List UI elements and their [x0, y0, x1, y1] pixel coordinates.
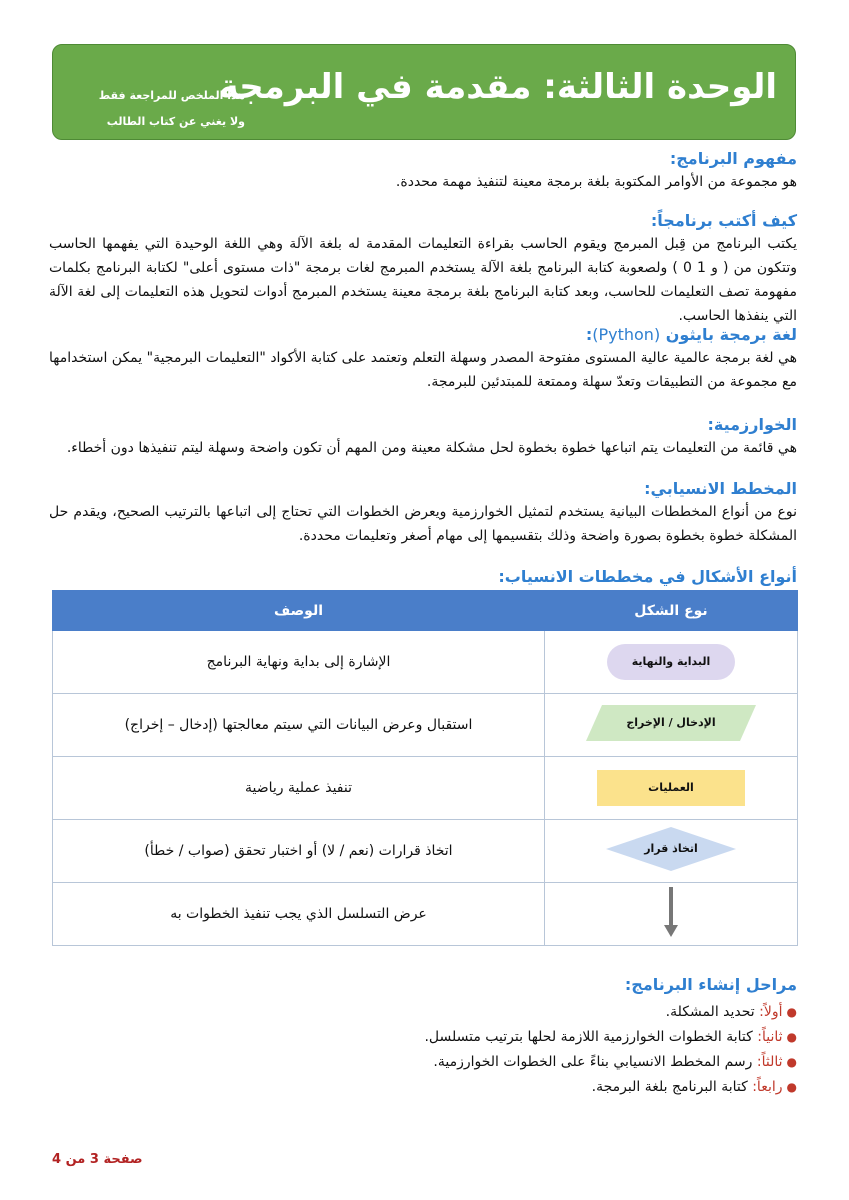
table-row	[53, 883, 798, 946]
python-heading	[49, 324, 797, 346]
algorithm-section	[49, 414, 797, 460]
python-section	[49, 324, 797, 394]
shape-cell	[545, 694, 798, 757]
program-steps-heading: مراحل إنشاء البرنامج:	[624, 975, 797, 994]
shape-cell	[545, 757, 798, 820]
shapes-section-heading-wrap	[49, 566, 797, 588]
bullet-icon: ●	[786, 1030, 797, 1044]
how-to-write-text-a: يكتب البرنامج من قِبل المبرمج ويقوم الحاسب بقراءة التعليمات المقدمة له بلغة الآلة وهي اللغة الوحيدة التي يفهمها الحاسب وتتكون من	[49, 236, 798, 276]
python-heading-c: :	[585, 325, 593, 344]
desc-cell: تنفيذ عملية رياضية	[53, 757, 545, 820]
list-item	[49, 1000, 797, 1025]
shape-cell	[545, 631, 798, 694]
program-concept-text: هو مجموعة من الأوامر المكتوبة بلغة برمجة معينة لتنفيذ مهمة محددة.	[395, 174, 797, 190]
decision-shape-label: اتخاذ قرار	[644, 842, 698, 855]
footer-of-word: من	[65, 1152, 86, 1167]
review-note	[65, 83, 245, 135]
review-note-line2: ولا يغني عن كتاب الطالب	[106, 115, 245, 128]
page-footer	[52, 1152, 143, 1167]
python-heading-a: لغة برمجة بايثون	[665, 325, 797, 344]
shapes-table-heading: أنواع الأشكال في مخططات الانسياب:	[498, 567, 797, 586]
terminal-shape: البداية والنهاية	[607, 644, 735, 680]
step-label: ثانياً:	[757, 1029, 783, 1045]
flowchart-text: نوع من أنواع المخططات البيانية يستخدم لتمثيل الخوارزمية ويعرض الخطوات التي تحتاج إلى اتباعها بالترتيب الصحيح، ويقدم حل المشكلة خطوة بخطوة بصورة واضحة وذلك بتقسيمها إلى مهام أصغر وتعليمات محددة.	[49, 504, 797, 544]
how-to-write-text	[49, 232, 797, 328]
step-text: كتابة الخطوات الخوارزمية اللازمة لحلها بترتيب متسلسل.	[424, 1029, 753, 1045]
table-row	[53, 694, 798, 757]
io-shape-label: الإدخال / الإخراج	[626, 716, 716, 729]
flowchart-section	[49, 478, 797, 548]
table-header-row	[53, 591, 798, 631]
col-header-desc: الوصف	[53, 591, 545, 631]
desc-cell: الإشارة إلى بداية ونهاية البرنامج	[53, 631, 545, 694]
flowchart-shapes-table	[52, 590, 798, 946]
desc-cell: اتخاذ قرارات (نعم / لا) أو اختبار تحقق (صواب / خطأ)	[53, 820, 545, 883]
binary-digits: ( 0 و 1 )	[672, 260, 729, 276]
step-label: أولاً:	[759, 1004, 783, 1020]
review-note-line1: هذا الملخص للمراجعة فقط	[98, 89, 245, 102]
program-concept-section	[49, 148, 797, 194]
program-steps-list	[49, 1000, 797, 1100]
table-row	[53, 631, 798, 694]
algorithm-text: هي قائمة من التعليمات يتم اتباعها خطوة بخطوة لحل مشكلة معينة ومن المهم أن تكون واضحة وسهلة ليتم تنفيذها دون أخطاء.	[66, 440, 797, 456]
decision-shape	[606, 827, 736, 871]
table-row	[53, 757, 798, 820]
list-item	[49, 1050, 797, 1075]
shape-cell	[545, 820, 798, 883]
step-text: كتابة البرنامج بلغة البرمجة.	[591, 1079, 748, 1095]
footer-page-number: 3	[89, 1152, 99, 1167]
unit-title: الوحدة الثالثة: مقدمة في البرمجة	[218, 67, 777, 107]
bullet-icon: ●	[786, 1055, 797, 1069]
col-header-shape: نوع الشكل	[545, 591, 798, 631]
step-label: ثالثاً:	[756, 1054, 783, 1070]
flowchart-heading: المخطط الانسيابي:	[644, 479, 797, 498]
shape-cell	[545, 883, 798, 946]
step-text: رسم المخطط الانسيابي بناءً على الخطوات الخوارزمية.	[433, 1054, 753, 1070]
list-item	[49, 1075, 797, 1100]
bullet-icon: ●	[786, 1080, 797, 1094]
table-row	[53, 820, 798, 883]
desc-cell: عرض التسلسل الذي يجب تنفيذ الخطوات به	[53, 883, 545, 946]
list-item	[49, 1025, 797, 1050]
footer-total-pages: 4	[52, 1152, 62, 1167]
footer-page-word: صفحة	[103, 1152, 143, 1167]
how-to-write-heading: كيف أكتب برنامجاً:	[650, 211, 797, 230]
arrow-down-icon	[663, 887, 679, 937]
program-steps-section	[49, 974, 797, 1100]
bullet-icon: ●	[786, 1005, 797, 1019]
io-shape	[586, 705, 756, 741]
python-text: هي لغة برمجة عالمية عالية المستوى مفتوحة المصدر وسهلة التعلم وتعتمد على كتابة الأكواد "التعليمات البرمجية" يمكن استخدامها مع مجموعة من التطبيقات وتعدّ سهلة وممتعة للمبتدئين للبرمجة.	[49, 350, 797, 390]
desc-cell: استقبال وعرض البيانات التي سيتم معالجتها (إدخال – إخراج)	[53, 694, 545, 757]
step-label: رابعاً:	[752, 1079, 783, 1095]
program-concept-heading: مفهوم البرنامج:	[669, 149, 797, 168]
python-heading-b: (Python)	[592, 325, 661, 344]
step-text: تحديد المشكلة.	[665, 1004, 755, 1020]
how-to-write-text-c: ولصعوبة كتابة البرنامج بلغة الآلة يستخدم المبرمج لغات برمجة "ذات مستوى أعلى" لكتابة البرنامج بكلمات مفهومة تصف التعليمات للحاسب، وبعد كتابة البرنامج بلغة برمجة معينة يستخدم المبرمج أدوات لتحويل هذه التعليمات إلى لغة الآلة التي ينفذها الحاسب.	[49, 260, 797, 324]
algorithm-heading: الخوارزمية:	[707, 415, 797, 434]
unit-header-banner	[52, 44, 796, 140]
process-shape: العمليات	[597, 770, 745, 806]
how-to-write-section	[49, 210, 797, 328]
